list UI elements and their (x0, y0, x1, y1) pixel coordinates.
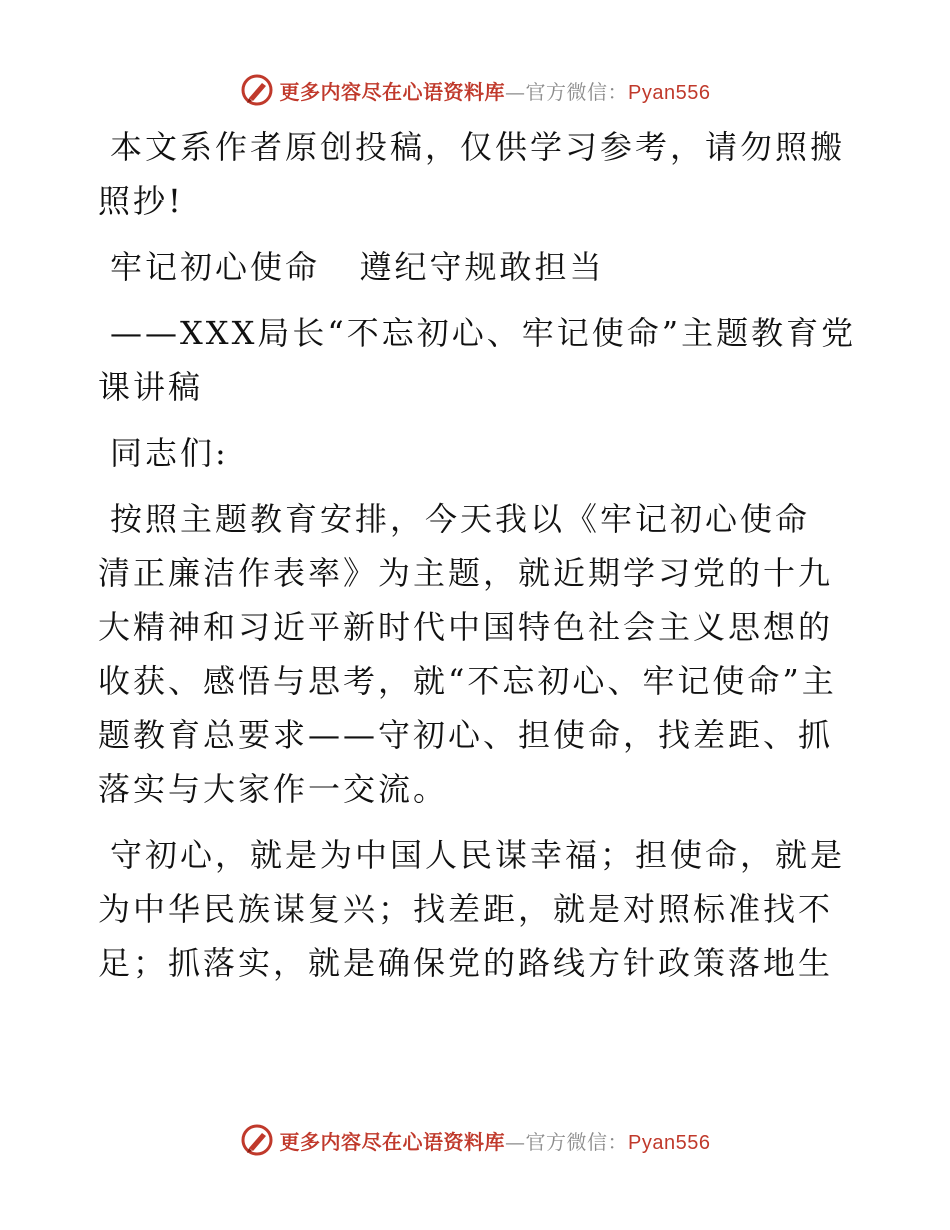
footer-banner (0, 1120, 950, 1160)
pen-logo-icon (240, 1123, 274, 1157)
document-body (98, 120, 858, 1002)
banner-text: 更多内容尽在心语资料库—官方微信：Pyan556 (279, 79, 711, 104)
pen-logo-icon (240, 73, 274, 107)
paragraph: 按照主题教育安排，今天我以《牢记初心使命 清正廉洁作表率》为主题，就近期学习党的十九大精神和习近平新时代中国特色社会主义思想的收获、感悟与思考，就“不忘初心、牢记使命”主题教育总要求——守初心、担使命，找差距、抓落实与大家作一交流。 (98, 500, 837, 808)
document-title: 牢记初心使命 遵纪守规敢担当 (110, 248, 605, 286)
banner-text: 更多内容尽在心语资料库—官方微信：Pyan556 (279, 1129, 711, 1154)
header-banner (0, 70, 950, 110)
document-subtitle: ——XXX局长“不忘初心、牢记使命”主题教育党课讲稿 (98, 314, 857, 406)
salutation: 同志们: (110, 434, 229, 472)
paragraph: 守初心，就是为中国人民谋幸福；担使命，就是为中华民族谋复兴；找差距，就是对照标准找不足；抓落实，就是确保党的路线方针政策落地生 (98, 836, 846, 982)
notice: 本文系作者原创投稿，仅供学习参考，请勿照搬照抄! (98, 128, 846, 220)
